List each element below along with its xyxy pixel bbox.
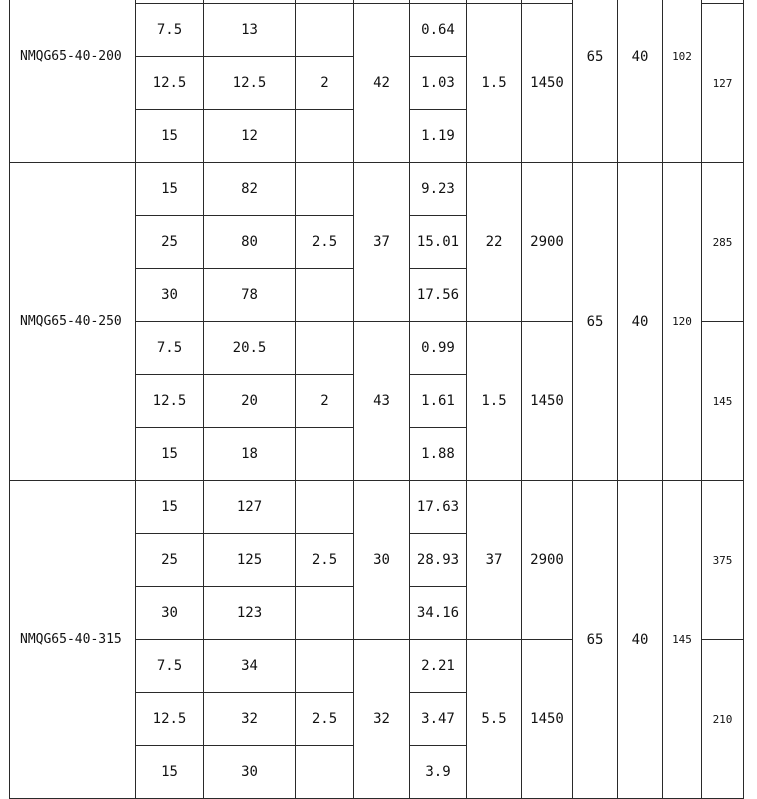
- flow-cell: 30: [135, 268, 204, 322]
- head-cell: 12: [203, 109, 296, 163]
- npsh-cell: [295, 268, 354, 322]
- length-cell: 210: [701, 639, 744, 799]
- head-cell: 20: [203, 374, 296, 428]
- outlet-diameter-cell: 40: [617, 0, 663, 163]
- npsh-cell: 2: [295, 374, 354, 428]
- shaft-power-cell: 17.56: [409, 268, 467, 322]
- npsh-cell: 2.5: [295, 533, 354, 587]
- head-cell: 34: [203, 639, 296, 693]
- head-cell: 32: [203, 692, 296, 746]
- shaft-power-cell: 1.03: [409, 56, 467, 110]
- npsh-cell: [295, 639, 354, 693]
- shaft-power-cell: 3.47: [409, 692, 467, 746]
- npsh-cell: [295, 586, 354, 640]
- shaft-power-cell: 34.16: [409, 586, 467, 640]
- model-name-cell: NMQG65-40-315: [9, 480, 136, 799]
- height-cell: 145: [662, 480, 702, 799]
- flow-cell: 12.5: [135, 374, 204, 428]
- head-cell: 13: [203, 3, 296, 57]
- head-cell: 30: [203, 745, 296, 799]
- flow-cell: 15: [135, 480, 204, 534]
- flow-cell: 15: [135, 162, 204, 216]
- shaft-power-cell: 0.64: [409, 3, 467, 57]
- motor-power-cell: 1.5: [466, 321, 522, 481]
- flow-cell: 15: [135, 427, 204, 481]
- efficiency-cell: 37: [353, 162, 410, 322]
- shaft-power-cell: 17.63: [409, 480, 467, 534]
- flow-cell: 7.5: [135, 321, 204, 375]
- efficiency-cell: 32: [353, 639, 410, 799]
- flow-cell: 25: [135, 533, 204, 587]
- efficiency-cell: 43: [353, 321, 410, 481]
- motor-power-cell: 5.5: [466, 639, 522, 799]
- npsh-cell: 2.5: [295, 692, 354, 746]
- length-cell: 145: [701, 321, 744, 481]
- inlet-diameter-cell: 65: [572, 480, 618, 799]
- height-cell: 102: [662, 0, 702, 163]
- flow-cell: 7.5: [135, 3, 204, 57]
- head-cell: 78: [203, 268, 296, 322]
- shaft-power-cell: 15.01: [409, 215, 467, 269]
- npsh-cell: [295, 480, 354, 534]
- shaft-power-cell: 3.9: [409, 745, 467, 799]
- outlet-diameter-cell: 40: [617, 162, 663, 481]
- model-name-cell: NMQG65-40-200: [9, 0, 136, 163]
- shaft-power-cell: 2.21: [409, 639, 467, 693]
- outlet-diameter-cell: 40: [617, 480, 663, 799]
- npsh-cell: [295, 427, 354, 481]
- motor-power-cell: 37: [466, 480, 522, 640]
- flow-cell: 7.5: [135, 639, 204, 693]
- head-cell: 127: [203, 480, 296, 534]
- shaft-power-cell: 0.99: [409, 321, 467, 375]
- head-cell: 80: [203, 215, 296, 269]
- inlet-diameter-cell: 65: [572, 162, 618, 481]
- npsh-cell: [295, 745, 354, 799]
- head-cell: 125: [203, 533, 296, 587]
- flow-cell: 25: [135, 215, 204, 269]
- head-cell: 82: [203, 162, 296, 216]
- head-cell: 18: [203, 427, 296, 481]
- head-cell: 12.5: [203, 56, 296, 110]
- speed-cell: 1450: [521, 321, 573, 481]
- height-cell: 120: [662, 162, 702, 481]
- npsh-cell: 2: [295, 56, 354, 110]
- length-cell: 375: [701, 480, 744, 640]
- head-cell: 123: [203, 586, 296, 640]
- flow-cell: 15: [135, 745, 204, 799]
- shaft-power-cell: 9.23: [409, 162, 467, 216]
- model-name-cell: NMQG65-40-250: [9, 162, 136, 481]
- flow-cell: 12.5: [135, 692, 204, 746]
- shaft-power-cell: 28.93: [409, 533, 467, 587]
- npsh-cell: [295, 3, 354, 57]
- flow-cell: 12.5: [135, 56, 204, 110]
- motor-power-cell: 1.5: [466, 3, 522, 163]
- shaft-power-cell: 1.88: [409, 427, 467, 481]
- motor-power-cell: 22: [466, 162, 522, 322]
- head-cell: 20.5: [203, 321, 296, 375]
- speed-cell: 1450: [521, 3, 573, 163]
- shaft-power-cell: 1.61: [409, 374, 467, 428]
- efficiency-cell: 30: [353, 480, 410, 640]
- npsh-cell: 2.5: [295, 215, 354, 269]
- flow-cell: 15: [135, 109, 204, 163]
- speed-cell: 1450: [521, 639, 573, 799]
- efficiency-cell: 42: [353, 3, 410, 163]
- shaft-power-cell: 1.19: [409, 109, 467, 163]
- speed-cell: 2900: [521, 162, 573, 322]
- length-cell: 285: [701, 162, 744, 322]
- npsh-cell: [295, 162, 354, 216]
- length-cell: 127: [701, 3, 744, 163]
- npsh-cell: [295, 321, 354, 375]
- npsh-cell: [295, 109, 354, 163]
- inlet-diameter-cell: 65: [572, 0, 618, 163]
- speed-cell: 2900: [521, 480, 573, 640]
- flow-cell: 30: [135, 586, 204, 640]
